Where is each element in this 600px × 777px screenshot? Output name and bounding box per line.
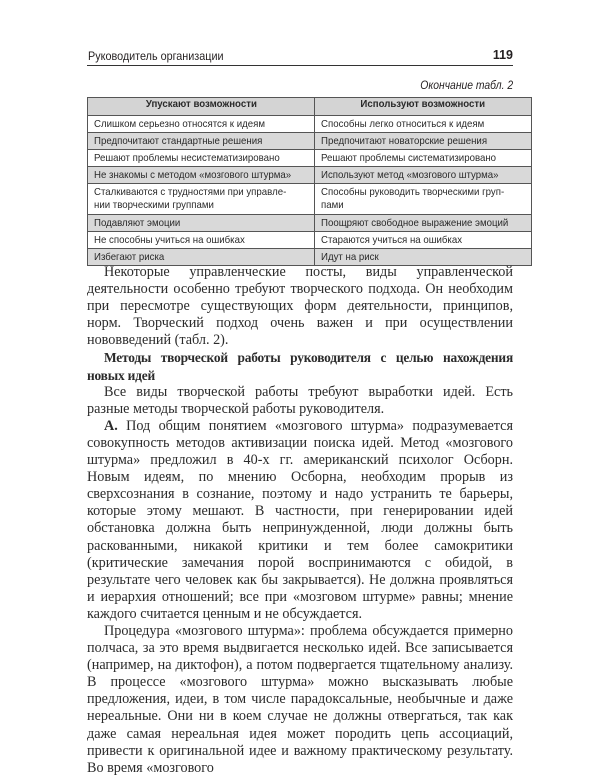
table-row: Слишком серьезно относятся к идеям Способны легко относиться к идеям	[88, 116, 532, 133]
header-use-opportunities: Используют возможности	[315, 98, 532, 116]
paragraph: А. Под общим понятием «мозгового штурма» подразумевается совокупность методов активизации поиска идей. Метод «мозгового штурма» предложил в 40-х гг. американский психолог Осборн. Новым идеям, по мнению Осборна, необходим прорыв из сверхсознания в сознание, поэтому и надо устранить те барьеры, которые этому мешают. В частности, при генерировании идей обстановка должна быть непринужденной, люди должны быть раскованными, никакой критики и тем более самокритики (критические замечания порой воспринимаются с обидой, в результате чего человек как бы закрывается). Не должна проявляться и иерархия отношений; все при «мозговом штурме» равны; мнение каждого считается ценным и не обсуждается.	[87, 417, 513, 622]
table-row: Не способны учиться на ошибках Стараются учиться на ошибках	[88, 232, 532, 249]
table-row: Подавляют эмоции Поощряют свободное выражение эмоций	[88, 215, 532, 232]
comparison-table	[87, 97, 532, 266]
body-text	[87, 264, 513, 777]
paragraph: Некоторые управленческие посты, виды управленческой деятельности особенно требуют творческого подхода. Он необходим при пересмотре существующих форм деятельности, принципов, норм. Творческий подход очень важен и при осуществлении нововведений (табл. 2).	[87, 264, 513, 349]
table-row: Предпочитают стандартные решения Предпочитают новаторские решения	[88, 133, 532, 150]
table-row: Сталкиваются с трудностями при управле- нии творческими группами Способны руководить творческими груп- пами	[88, 184, 532, 215]
page-number: 119	[492, 48, 513, 62]
paragraph: Процедура «мозгового штурма»: проблема обсуждается примерно полчаса, за это время выдвигается несколько идей. Все записывается (например, на диктофон), а потом подвергается тщательному анализу. В процессе «мозгового штурма» можно высказывать любые предложения, идеи, в том числе парадоксальные, необычные и даже нереальные. Они ни в коем случае не должны отвергаться, так как даже самая нереальная идея может породить цепь ассоциаций, привести к оригинальной идее и важному практическому результату. Во время «мозгового	[87, 622, 513, 776]
paragraph-lead: А.	[104, 417, 118, 434]
table-header-row	[88, 98, 532, 116]
chapter-title: Руководитель организации	[88, 49, 224, 63]
paragraph: Все виды творческой работы требуют выработки идей. Есть разные методы творческой работы руководителя.	[87, 383, 513, 417]
table-row: Решают проблемы несистематизировано Решают проблемы систематизировано	[88, 150, 532, 167]
running-head	[87, 47, 513, 66]
table-row: Избегают риска Идут на риск	[88, 249, 532, 266]
table-caption: Окончание табл. 2	[420, 80, 513, 92]
header-miss-opportunities: Упускают возможности	[88, 98, 315, 116]
section-heading: Методы творческой работы руководителя с целью нахождения новых идей	[87, 350, 513, 383]
table-row: Не знакомы с методом «мозгового штурма» Используют метод «мозгового штурма»	[88, 167, 532, 184]
